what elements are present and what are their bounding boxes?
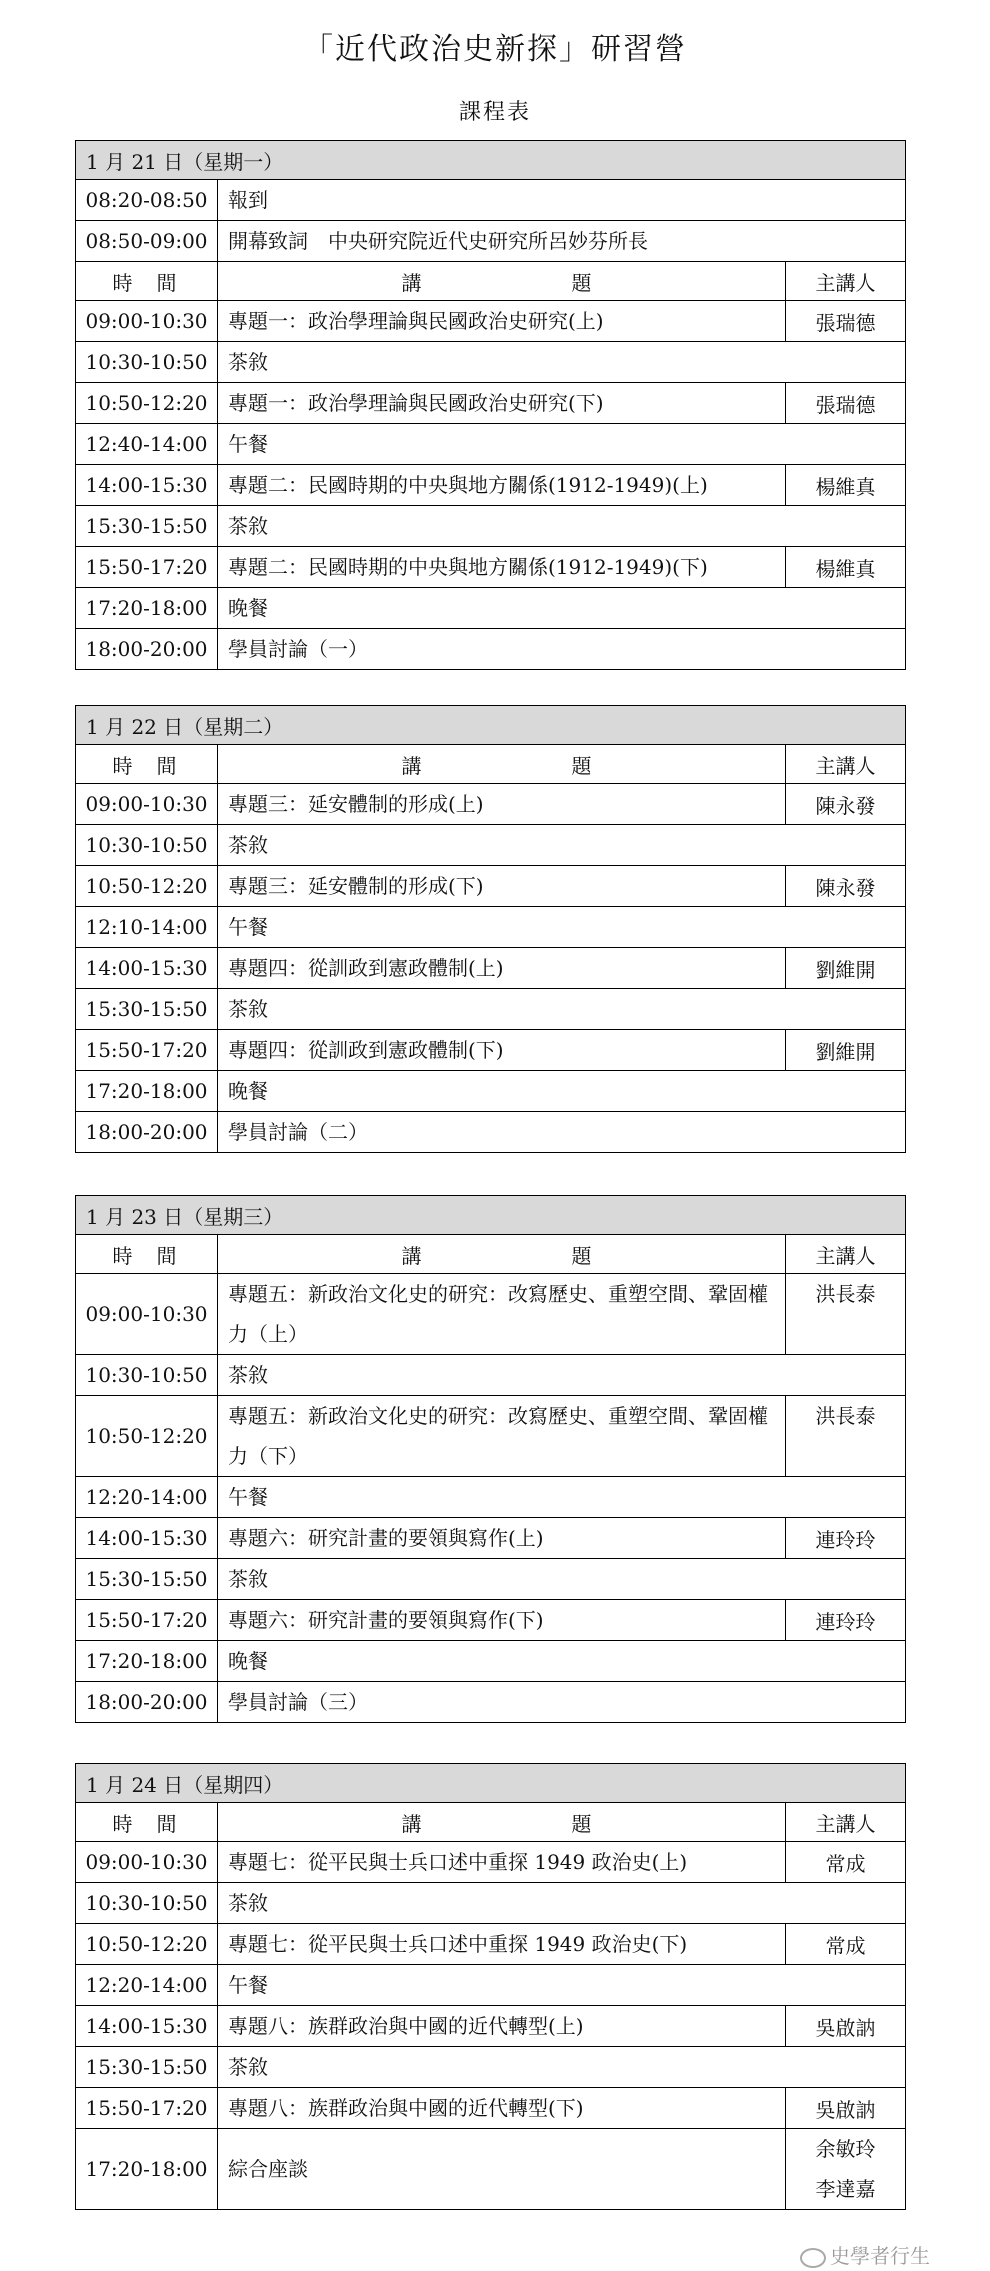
column-header-time: 時間: [76, 745, 218, 784]
speaker-name: 余敏玲: [815, 2137, 876, 2161]
session-topic: 專題七：從平民與士兵口述中重探 1949 政治史(上): [218, 1842, 786, 1883]
session-speaker: 楊維真: [786, 547, 906, 588]
column-header-row: [76, 1803, 906, 1842]
schedule-row: [76, 2047, 906, 2088]
page-subtitle: 課程表: [458, 100, 531, 125]
session-time: 10:50-12:20: [76, 1396, 218, 1477]
schedule-table-day-3: [75, 1195, 906, 1723]
column-header-topic: 講題: [218, 1803, 786, 1842]
session-topic: 午餐: [218, 907, 906, 948]
session-speaker: 洪長泰: [786, 1396, 906, 1477]
column-header-speaker: 主講人: [786, 262, 906, 301]
schedule-row: [76, 1274, 906, 1355]
session-time: 15:30-15:50: [76, 2047, 218, 2088]
day-date: 1 月 21 日: [86, 149, 184, 174]
session-time: 10:50-12:20: [76, 866, 218, 907]
schedule-row: [76, 1842, 906, 1883]
session-topic: 茶敘: [218, 1883, 906, 1924]
session-speaker: 楊維真: [786, 465, 906, 506]
session-time: 12:20-14:00: [76, 1477, 218, 1518]
session-speaker: 洪長泰: [786, 1274, 906, 1355]
session-topic: 午餐: [218, 1477, 906, 1518]
session-time: 18:00-20:00: [76, 1112, 218, 1153]
day-header-row: [76, 1764, 906, 1803]
page-title: 「近代政治史新探」研習營: [303, 32, 687, 67]
session-time: 09:00-10:30: [76, 301, 218, 342]
session-speaker: 陳永發: [786, 866, 906, 907]
session-speaker: 連玲玲: [786, 1518, 906, 1559]
schedule-table-day-4: [75, 1763, 906, 2210]
schedule-row: [76, 465, 906, 506]
session-speaker: 陳永發: [786, 784, 906, 825]
session-speaker: 連玲玲: [786, 1600, 906, 1641]
day-header: [76, 141, 906, 180]
session-time: 12:40-14:00: [76, 424, 218, 465]
schedule-table-day-1: [75, 140, 906, 670]
session-topic: 專題七：從平民與士兵口述中重探 1949 政治史(下): [218, 1924, 786, 1965]
column-header-row: [76, 1235, 906, 1274]
schedule-row: [76, 1518, 906, 1559]
session-time: 08:20-08:50: [76, 180, 218, 221]
schedule-row: [76, 221, 906, 262]
speaker-name: 李達嘉: [815, 2177, 876, 2201]
session-topic: 午餐: [218, 1965, 906, 2006]
session-topic: 專題三：延安體制的形成(上): [218, 784, 786, 825]
session-topic: 開幕致詞 中央研究院近代史研究所呂妙芬所長: [218, 221, 906, 262]
schedule-table-day-2: [75, 705, 906, 1153]
schedule-row: [76, 1559, 906, 1600]
session-time: 15:50-17:20: [76, 2088, 218, 2129]
column-header-speaker: 主講人: [786, 1803, 906, 1842]
day-weekday: （星期四）: [183, 1772, 284, 1797]
day-header-row: [76, 1196, 906, 1235]
session-speaker: 張瑞德: [786, 383, 906, 424]
session-time: 12:10-14:00: [76, 907, 218, 948]
column-header-speaker: 主講人: [786, 1235, 906, 1274]
column-header-time: 時間: [76, 1803, 218, 1842]
session-speaker: 劉維開: [786, 1030, 906, 1071]
session-time: 15:30-15:50: [76, 506, 218, 547]
schedule-row: [76, 506, 906, 547]
session-time: 17:20-18:00: [76, 588, 218, 629]
session-speaker: 常成: [786, 1842, 906, 1883]
session-topic: 午餐: [218, 424, 906, 465]
session-topic: 專題三：延安體制的形成(下): [218, 866, 786, 907]
schedule-row: [76, 2006, 906, 2047]
day-date: 1 月 22 日: [86, 714, 184, 739]
session-topic: 專題八：族群政治與中國的近代轉型(上): [218, 2006, 786, 2047]
schedule-row: [76, 383, 906, 424]
session-speaker: 常成: [786, 1924, 906, 1965]
session-time: 18:00-20:00: [76, 629, 218, 670]
session-time: 17:20-18:00: [76, 1071, 218, 1112]
session-time: 17:20-18:00: [76, 1641, 218, 1682]
session-time: 14:00-15:30: [76, 465, 218, 506]
session-topic: 專題二：民國時期的中央與地方關係(1912-1949)(上): [218, 465, 786, 506]
column-header-time: 時間: [76, 262, 218, 301]
session-topic: 茶敘: [218, 989, 906, 1030]
watermark-text: 史學者行生: [830, 2244, 930, 2268]
session-time: 15:50-17:20: [76, 1030, 218, 1071]
session-topic: 綜合座談: [218, 2129, 786, 2210]
column-header-topic: 講題: [218, 1235, 786, 1274]
session-time: 09:00-10:30: [76, 1274, 218, 1355]
session-topic: 專題八：族群政治與中國的近代轉型(下): [218, 2088, 786, 2129]
day-weekday: （星期一）: [183, 149, 284, 174]
schedule-row: [76, 1071, 906, 1112]
day-header: [76, 706, 906, 745]
column-header-row: [76, 745, 906, 784]
schedule-row: [76, 1682, 906, 1723]
session-topic: 專題二：民國時期的中央與地方關係(1912-1949)(下): [218, 547, 786, 588]
schedule-row: [76, 1030, 906, 1071]
session-time: 10:30-10:50: [76, 1355, 218, 1396]
schedule-row: [76, 180, 906, 221]
session-topic: 專題四：從訓政到憲政體制(下): [218, 1030, 786, 1071]
schedule-row: [76, 629, 906, 670]
day-weekday: （星期二）: [183, 714, 284, 739]
session-speakers: [786, 2129, 906, 2210]
day-header: [76, 1196, 906, 1235]
schedule-row: [76, 1965, 906, 2006]
session-time: 10:50-12:20: [76, 1924, 218, 1965]
schedule-row: [76, 948, 906, 989]
session-topic: 專題一：政治學理論與民國政治史研究(下): [218, 383, 786, 424]
session-topic: 專題五：新政治文化史的研究：改寫歷史、重塑空間、鞏固權力（下）: [218, 1396, 786, 1477]
schedule-row: [76, 1600, 906, 1641]
session-time: 15:30-15:50: [76, 989, 218, 1030]
schedule-row: [76, 1396, 906, 1477]
wechat-icon: [800, 2248, 826, 2268]
day-weekday: （星期三）: [183, 1204, 284, 1229]
session-topic: 茶敘: [218, 1559, 906, 1600]
session-speaker: 劉維開: [786, 948, 906, 989]
session-time: 17:20-18:00: [76, 2129, 218, 2210]
schedule-row: [76, 866, 906, 907]
session-time: 10:30-10:50: [76, 1883, 218, 1924]
session-topic: 學員討論（一）: [218, 629, 906, 670]
session-time: 15:50-17:20: [76, 547, 218, 588]
watermark: [800, 2240, 930, 2269]
schedule-row: [76, 1883, 906, 1924]
schedule-row: [76, 301, 906, 342]
day-header-row: [76, 706, 906, 745]
session-topic: 晚餐: [218, 588, 906, 629]
schedule-row: [76, 784, 906, 825]
session-speaker: 張瑞德: [786, 301, 906, 342]
session-topic: 學員討論（三）: [218, 1682, 906, 1723]
session-time: 09:00-10:30: [76, 1842, 218, 1883]
session-topic: 學員討論（二）: [218, 1112, 906, 1153]
schedule-row: [76, 907, 906, 948]
session-time: 15:50-17:20: [76, 1600, 218, 1641]
session-topic: 茶敘: [218, 1355, 906, 1396]
schedule-row: [76, 342, 906, 383]
column-header-time: 時間: [76, 1235, 218, 1274]
session-topic: 茶敘: [218, 2047, 906, 2088]
schedule-row: [76, 825, 906, 866]
session-time: 09:00-10:30: [76, 784, 218, 825]
session-time: 10:30-10:50: [76, 342, 218, 383]
session-topic: 報到: [218, 180, 906, 221]
column-header-topic: 講題: [218, 262, 786, 301]
schedule-row: [76, 1477, 906, 1518]
day-header: [76, 1764, 906, 1803]
schedule-row: [76, 989, 906, 1030]
day-date: 1 月 23 日: [86, 1204, 184, 1229]
schedule-row: [76, 1355, 906, 1396]
session-topic: 專題一：政治學理論與民國政治史研究(上): [218, 301, 786, 342]
schedule-row: [76, 1112, 906, 1153]
schedule-row: [76, 2088, 906, 2129]
session-topic: 專題五：新政治文化史的研究：改寫歷史、重塑空間、鞏固權力（上）: [218, 1274, 786, 1355]
session-speaker: 吳啟訥: [786, 2088, 906, 2129]
schedule-row: [76, 547, 906, 588]
session-time: 14:00-15:30: [76, 948, 218, 989]
column-header-speaker: 主講人: [786, 745, 906, 784]
session-time: 14:00-15:30: [76, 2006, 218, 2047]
schedule-row: [76, 1924, 906, 1965]
session-topic: 茶敘: [218, 342, 906, 383]
session-time: 18:00-20:00: [76, 1682, 218, 1723]
day-date: 1 月 24 日: [86, 1772, 184, 1797]
session-topic: 茶敘: [218, 506, 906, 547]
session-time: 10:30-10:50: [76, 825, 218, 866]
column-header-row: [76, 262, 906, 301]
session-time: 15:30-15:50: [76, 1559, 218, 1600]
session-time: 10:50-12:20: [76, 383, 218, 424]
session-topic: 茶敘: [218, 825, 906, 866]
session-speaker: 吳啟訥: [786, 2006, 906, 2047]
schedule-row: [76, 1641, 906, 1682]
session-topic: 專題六：研究計畫的要領與寫作(上): [218, 1518, 786, 1559]
column-header-topic: 講題: [218, 745, 786, 784]
session-topic: 專題四：從訓政到憲政體制(上): [218, 948, 786, 989]
session-time: 14:00-15:30: [76, 1518, 218, 1559]
session-topic: 晚餐: [218, 1071, 906, 1112]
schedule-row: [76, 588, 906, 629]
schedule-row: [76, 2129, 906, 2210]
session-topic: 晚餐: [218, 1641, 906, 1682]
session-time: 12:20-14:00: [76, 1965, 218, 2006]
session-time: 08:50-09:00: [76, 221, 218, 262]
day-header-row: [76, 141, 906, 180]
session-topic: 專題六：研究計畫的要領與寫作(下): [218, 1600, 786, 1641]
schedule-row: [76, 424, 906, 465]
